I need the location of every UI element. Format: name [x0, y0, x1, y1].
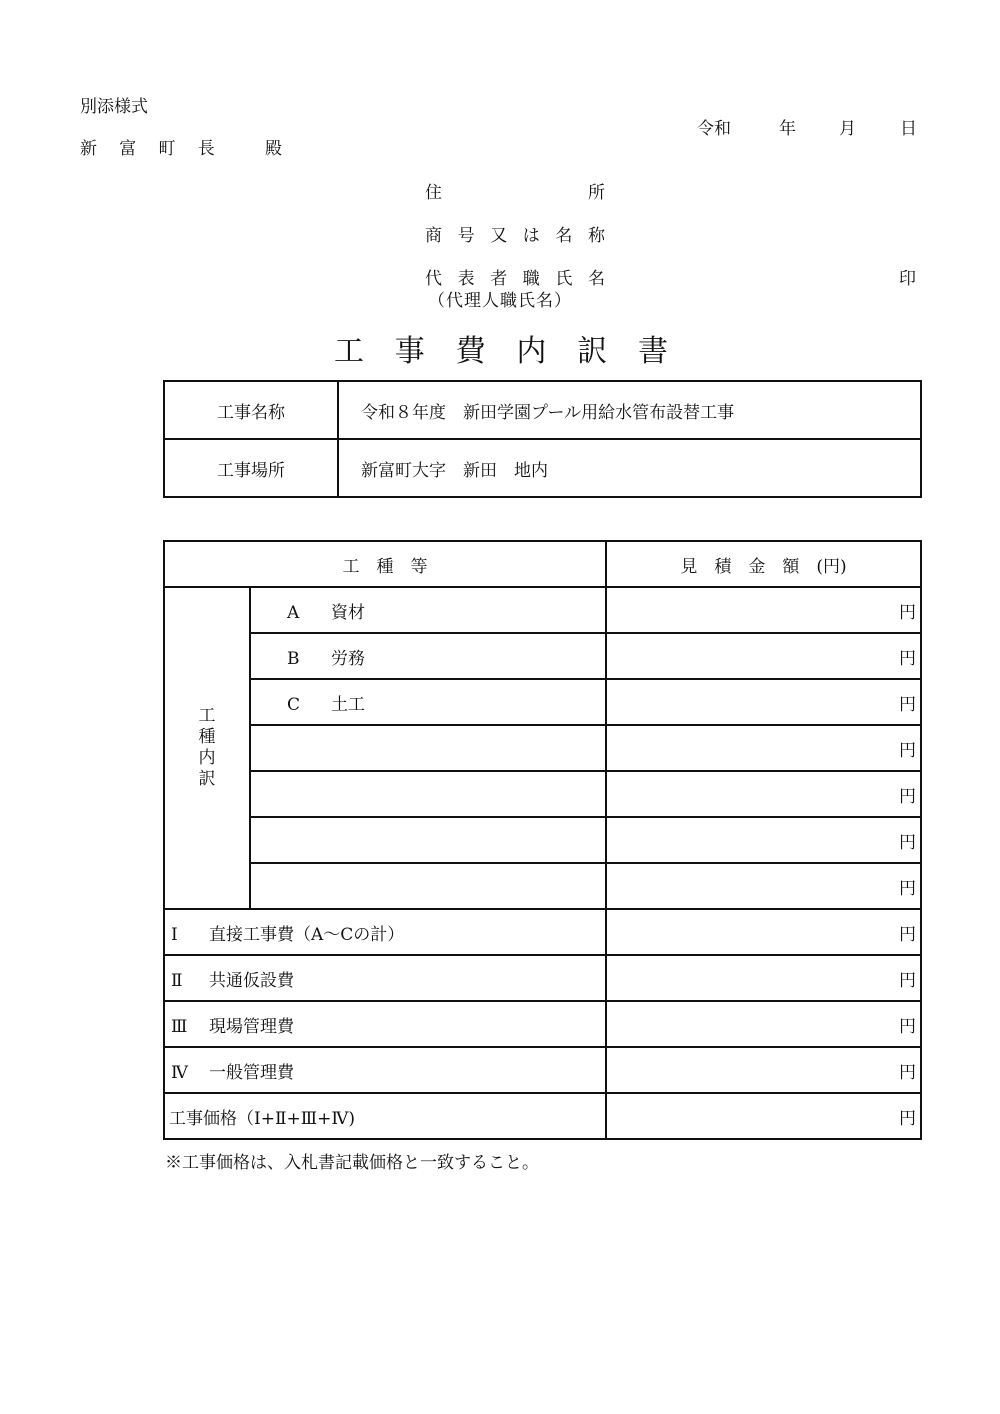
- label-char: 住: [425, 183, 442, 203]
- amount-cell: 円: [606, 633, 921, 679]
- table-row: [164, 863, 921, 909]
- direct-cost-label: [164, 909, 606, 955]
- label-char: 号: [457, 226, 475, 246]
- date-era: 令和: [697, 119, 731, 139]
- item-cell: [250, 771, 606, 817]
- estimate-amount-header: 見 積 金 額 (円): [606, 541, 921, 587]
- label-char: 名: [587, 269, 605, 289]
- roman-numeral: Ⅰ: [171, 924, 178, 945]
- label-char: 又: [490, 226, 508, 246]
- project-location-value: 新富町大字 新田 地内: [338, 439, 921, 497]
- label-char: 者: [490, 269, 508, 289]
- item-code: B: [287, 648, 300, 669]
- form-label: 別添様式: [80, 97, 148, 117]
- table-row: [164, 725, 921, 771]
- title-char: 事: [394, 334, 425, 369]
- roman-numeral: Ⅲ: [171, 1016, 188, 1037]
- roman-numeral: Ⅳ: [171, 1062, 188, 1083]
- summary-row: [164, 1047, 921, 1093]
- title-char: 訳: [577, 334, 608, 369]
- address-label: [425, 178, 605, 203]
- summary-label: 直接工事費（A～Cの計）: [209, 924, 405, 945]
- label-char: 職: [522, 269, 540, 289]
- label-char: 名: [555, 226, 573, 246]
- footnote: ※工事価格は、入札書記載価格と一致すること。: [165, 1153, 539, 1173]
- amount-cell: 円: [606, 955, 921, 1001]
- title-char: 内: [516, 334, 547, 369]
- label-char: 表: [457, 269, 475, 289]
- amount-cell: 円: [606, 1047, 921, 1093]
- table-row: [164, 587, 921, 633]
- project-info-table: [163, 380, 922, 498]
- table-row: [164, 439, 921, 497]
- table-row: [164, 817, 921, 863]
- roman-numeral: Ⅱ: [171, 970, 183, 991]
- addressee-char: 町: [158, 139, 176, 159]
- addressee-char: 新: [80, 139, 97, 159]
- common-temporary-cost-label: [164, 955, 606, 1001]
- addressee: [80, 134, 282, 159]
- group-char: 内: [198, 748, 216, 768]
- item-cell: [250, 725, 606, 771]
- amount-cell: 円: [606, 587, 921, 633]
- table-header-row: [164, 541, 921, 587]
- date-month: 月: [839, 119, 856, 139]
- page-title: [334, 326, 668, 370]
- project-name-label: 工事名称: [164, 381, 338, 439]
- company-name-label: [425, 221, 605, 246]
- summary-label: 工事価格（Ⅰ+Ⅱ+Ⅲ+Ⅳ): [169, 1108, 356, 1129]
- project-name-value: 令和８年度 新田学園プール用給水管布設替工事: [338, 381, 921, 439]
- label-char: 所: [588, 183, 605, 203]
- label-char: 商: [425, 226, 442, 246]
- amount-cell: 円: [606, 679, 921, 725]
- amount-cell: 円: [606, 1001, 921, 1047]
- amount-cell: 円: [606, 863, 921, 909]
- addressee-char: 殿: [265, 139, 282, 159]
- work-breakdown-group-label: [164, 587, 250, 909]
- summary-row: [164, 909, 921, 955]
- summary-row: [164, 1001, 921, 1047]
- summary-label: 現場管理費: [209, 1016, 294, 1037]
- amount-cell: 円: [606, 1093, 921, 1139]
- summary-row: [164, 1093, 921, 1139]
- site-management-cost-label: [164, 1001, 606, 1047]
- summary-label: 一般管理費: [209, 1062, 294, 1083]
- item-cell: [250, 633, 606, 679]
- item-code: A: [287, 602, 300, 623]
- addressee-char: 長: [197, 139, 215, 159]
- addressee-char: 富: [119, 139, 137, 159]
- agent-note: （代理人職氏名）: [428, 291, 572, 311]
- item-cell: [250, 863, 606, 909]
- label-char: 代: [425, 269, 442, 289]
- item-code: C: [287, 694, 301, 715]
- group-char: 種: [198, 727, 216, 747]
- table-row: [164, 679, 921, 725]
- title-char: 工: [334, 334, 364, 369]
- construction-price-label: [164, 1093, 606, 1139]
- project-location-label: 工事場所: [164, 439, 338, 497]
- item-cell: [250, 679, 606, 725]
- general-management-cost-label: [164, 1047, 606, 1093]
- summary-label: 共通仮設費: [209, 970, 294, 991]
- amount-cell: 円: [606, 817, 921, 863]
- title-char: 書: [637, 334, 668, 369]
- item-name: 労務: [331, 648, 365, 669]
- summary-row: [164, 955, 921, 1001]
- group-char: 訳: [198, 769, 216, 789]
- date-day: 日: [900, 119, 917, 139]
- item-name: 土工: [331, 694, 365, 715]
- title-char: 費: [455, 334, 486, 369]
- work-type-header: 工 種 等: [164, 541, 606, 587]
- table-row: [164, 381, 921, 439]
- label-char: 称: [587, 226, 605, 246]
- label-char: 氏: [555, 269, 573, 289]
- amount-cell: 円: [606, 771, 921, 817]
- date-year: 年: [779, 119, 796, 139]
- amount-cell: 円: [606, 909, 921, 955]
- amount-cell: 円: [606, 725, 921, 771]
- item-cell: [250, 587, 606, 633]
- seal-mark: 印: [899, 269, 916, 289]
- item-cell: [250, 817, 606, 863]
- label-char: は: [522, 226, 540, 246]
- table-row: [164, 633, 921, 679]
- item-name: 資材: [331, 602, 365, 623]
- cost-breakdown-table: [163, 540, 922, 1140]
- table-row: [164, 771, 921, 817]
- group-char: 工: [198, 706, 216, 726]
